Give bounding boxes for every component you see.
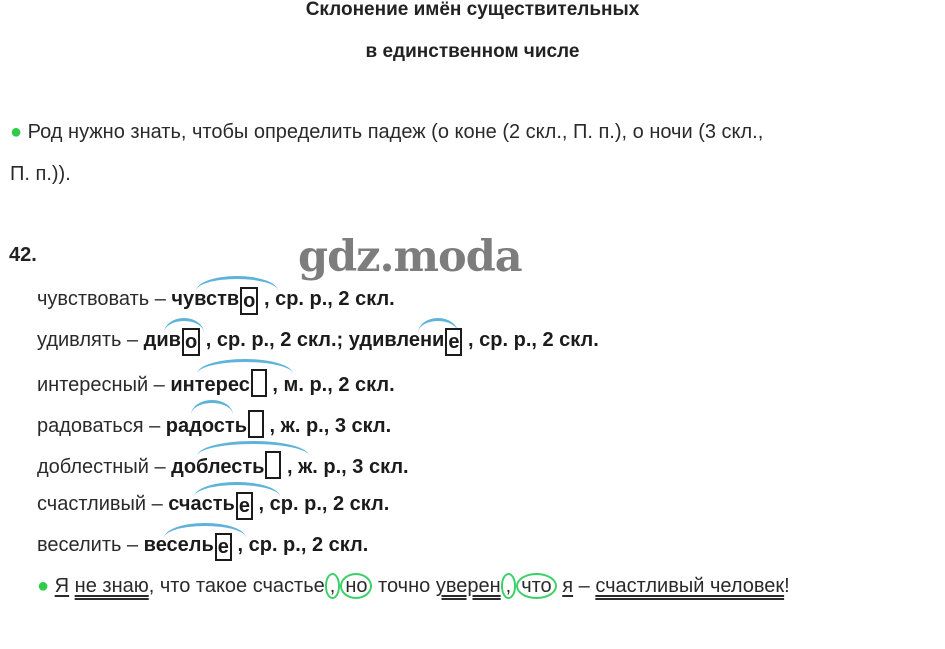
- predicate: уверен: [435, 575, 501, 597]
- source-word: интересный –: [37, 374, 165, 396]
- grammar-info: , ж. р., 3 скл.: [269, 415, 392, 437]
- exercise-number: 42.: [9, 244, 37, 266]
- word-row: [37, 369, 395, 397]
- punctuation-circle: ,: [501, 573, 517, 599]
- source-word: чувствовать –: [37, 288, 166, 310]
- derived-word: доблесть: [171, 456, 265, 478]
- derived-word: радость: [165, 415, 247, 437]
- zero-ending-box: [265, 451, 281, 479]
- zero-ending-box: [251, 369, 267, 397]
- predicate: счастливый человек: [595, 575, 785, 597]
- ending-box: е: [215, 533, 232, 561]
- source-word: удивлять –: [37, 329, 139, 351]
- rule-note-line1: Род нужно знать, чтобы определить падеж (о коне (2 скл., П. п.), о ночи (3 скл.,: [22, 121, 764, 143]
- page-title: Склонение имён существительных: [305, 0, 640, 20]
- ending-box: е: [445, 328, 462, 356]
- conjunction-circle: что: [516, 573, 556, 599]
- subject: Я: [54, 575, 70, 597]
- derived-word: чувств: [171, 288, 240, 310]
- grammar-info: , ср. р., 2 скл.: [237, 534, 369, 556]
- grammar-info: , ср. р., 2 скл.;: [205, 329, 344, 351]
- subject: я: [562, 575, 574, 597]
- derived-word: весель: [143, 534, 214, 556]
- word-row: [37, 533, 368, 561]
- source-word: радоваться –: [37, 415, 161, 437]
- conjunction-circle: но: [340, 573, 372, 599]
- grammar-info: , ср. р., 2 скл.: [468, 329, 599, 351]
- word-row: [37, 410, 391, 438]
- source-word: доблестный –: [37, 456, 166, 478]
- derived-word: див: [143, 329, 181, 351]
- source-word: веселить –: [37, 534, 139, 556]
- grammar-info: , ж. р., 3 скл.: [286, 456, 409, 478]
- predicate: не знаю: [74, 575, 149, 597]
- parsed-sentence: ● Я не знаю, что такое счастье , но точно уверен , что я – счастливый человек!: [37, 575, 790, 597]
- word-row: [37, 492, 389, 520]
- derived-word: интерес: [170, 374, 250, 396]
- rule-note: [10, 121, 763, 144]
- source-word: счастливый –: [37, 493, 163, 515]
- ending-box: е: [236, 492, 253, 520]
- bullet-icon: ●: [10, 121, 23, 143]
- word-row: [37, 451, 409, 479]
- grammar-info: , м. р., 2 скл.: [272, 374, 395, 396]
- derived-word: счасть: [168, 493, 235, 515]
- watermark-logo: gdz.moda: [298, 232, 522, 282]
- word-row: [37, 328, 599, 356]
- punctuation-circle: ,: [325, 573, 341, 599]
- bullet-icon: ●: [37, 575, 50, 597]
- rule-note-line2: П. п.)).: [10, 163, 71, 185]
- ending-box: о: [240, 287, 258, 315]
- word-row: [37, 287, 395, 315]
- ending-box: о: [182, 328, 200, 356]
- zero-ending-box: [248, 410, 264, 438]
- grammar-info: , ср. р., 2 скл.: [258, 493, 390, 515]
- grammar-info: , ср. р., 2 скл.: [263, 288, 395, 310]
- page-subtitle: в единственном числе: [365, 41, 580, 62]
- derived-word: удивлени: [348, 329, 445, 351]
